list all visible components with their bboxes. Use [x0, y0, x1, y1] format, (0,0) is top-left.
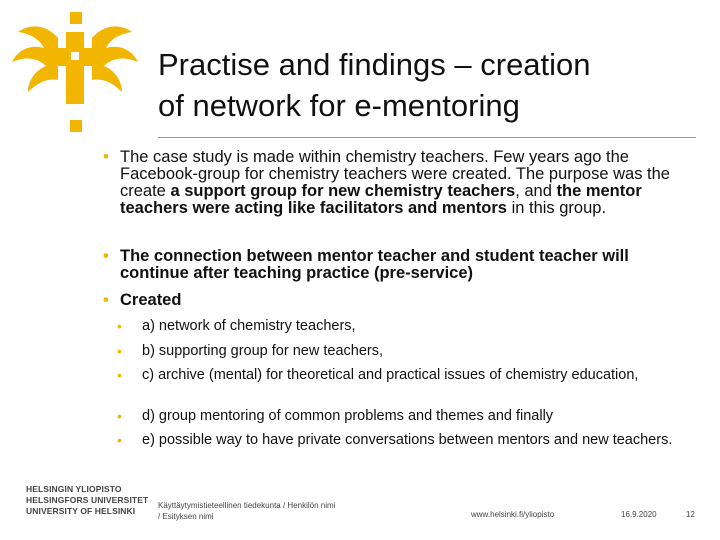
- footer-university-logo: HELSINGIN YLIOPISTO HELSINGFORS UNIVERSITET UNIVERSITY OF HELSINKI: [26, 484, 149, 516]
- sub-bullet-a: • a) network of chemistry teachers,: [117, 318, 356, 334]
- footer-page-number: 12: [686, 510, 695, 519]
- sub-bullet-e: • e) possible way to have private conversations between mentors and new teachers.: [117, 432, 673, 448]
- bullet-3: • Created: [103, 291, 182, 309]
- title-line-1: Practise and findings – creation: [158, 47, 591, 82]
- bullet-2: • The connection between mentor teacher and student teacher will continue after teaching practice (pre-service): [103, 247, 629, 282]
- bullet-dot-icon: •: [117, 318, 122, 334]
- bullet-dot-icon: •: [117, 408, 122, 424]
- university-flame-logo-icon: [8, 8, 148, 143]
- bullet-dot-icon: •: [117, 343, 122, 359]
- bullet-dot-icon: •: [117, 367, 122, 383]
- footer-url: www.helsinki.fi/yliopisto: [471, 510, 555, 519]
- footer-faculty: Käyttäytymistieteellinen tiedekunta / Henkilön nimi / Esityksen nimi: [158, 501, 336, 521]
- sub-bullet-c: • c) archive (mental) for theoretical and practical issues of chemistry education,: [117, 367, 639, 383]
- footer-date: 16.9.2020: [621, 510, 657, 519]
- bullet-dot-icon: •: [103, 247, 109, 265]
- bullet-1: • The case study is made within chemistry teachers. Few years ago the Facebook-group for chemistry teachers were created. The purpose was the create a support group for new chemistry teachers, and the mentor teachers were acting like facilitators and mentors in this group.: [103, 148, 670, 217]
- slide-title: [158, 44, 698, 126]
- bullet-dot-icon: •: [103, 148, 109, 166]
- bullet-dot-icon: •: [117, 432, 122, 448]
- title-divider: [158, 137, 696, 138]
- bullet-dot-icon: •: [103, 291, 109, 309]
- sub-bullet-b: • b) supporting group for new teachers,: [117, 343, 383, 359]
- title-line-2: of network for e-mentoring: [158, 88, 520, 123]
- sub-bullet-d: • d) group mentoring of common problems and themes and finally: [117, 408, 554, 424]
